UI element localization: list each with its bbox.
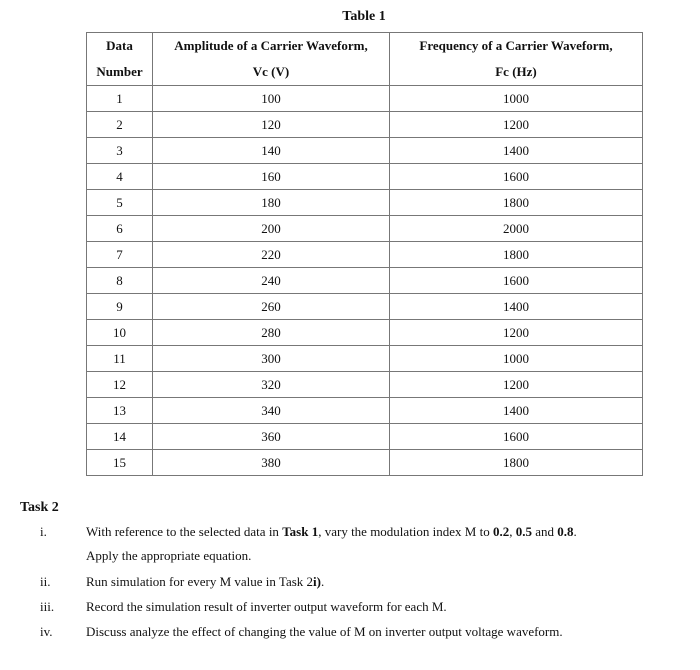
- task-item-number: i.: [40, 524, 47, 539]
- cell-amplitude: 180: [153, 190, 390, 216]
- cell-data-number: 9: [87, 294, 153, 320]
- cell-data-number: 8: [87, 268, 153, 294]
- table-body: [87, 86, 643, 476]
- cell-amplitude: 240: [153, 268, 390, 294]
- table-row: [87, 138, 643, 164]
- cell-amplitude: 340: [153, 398, 390, 424]
- cell-data-number: 13: [87, 398, 153, 424]
- text-span: , vary the modulation index M to: [318, 524, 493, 539]
- table-row: [87, 372, 643, 398]
- cell-frequency: 1200: [390, 112, 643, 138]
- cell-frequency: 1200: [390, 372, 643, 398]
- header-data-number-line2: Number: [87, 59, 153, 86]
- cell-amplitude: 120: [153, 112, 390, 138]
- text-span: With reference to the selected data in: [86, 524, 283, 539]
- task-item: [0, 595, 700, 620]
- task-item-text: [86, 570, 660, 594]
- task-item-number: iii.: [40, 599, 55, 614]
- text-span: ,: [509, 524, 516, 539]
- cell-data-number: 12: [87, 372, 153, 398]
- cell-amplitude: 300: [153, 346, 390, 372]
- cell-frequency: 1000: [390, 86, 643, 112]
- table-row: [87, 216, 643, 242]
- cell-data-number: 2: [87, 112, 153, 138]
- text-span: and: [531, 524, 558, 539]
- cell-amplitude: 160: [153, 164, 390, 190]
- cell-frequency: 1600: [390, 424, 643, 450]
- cell-data-number: 15: [87, 450, 153, 476]
- cell-data-number: 3: [87, 138, 153, 164]
- task-item-text: [86, 520, 660, 568]
- text-span: .: [321, 574, 325, 589]
- table-header: [87, 33, 643, 86]
- task-item-text: Record the simulation result of inverter output waveform for each M.: [86, 599, 447, 614]
- table-row: [87, 294, 643, 320]
- table-row: [87, 164, 643, 190]
- text-span: .: [573, 524, 577, 539]
- bold-text: i): [313, 574, 321, 589]
- task-2-heading: Task 2: [20, 500, 59, 515]
- cell-frequency: 1400: [390, 398, 643, 424]
- task-list: [0, 520, 700, 645]
- cell-data-number: 7: [87, 242, 153, 268]
- table-row: [87, 450, 643, 476]
- task-item-number: iv.: [40, 624, 53, 639]
- cell-amplitude: 280: [153, 320, 390, 346]
- cell-frequency: 2000: [390, 216, 643, 242]
- table-row: [87, 86, 643, 112]
- header-frequency-unit: Fc (Hz): [390, 59, 643, 86]
- cell-data-number: 5: [87, 190, 153, 216]
- cell-amplitude: 100: [153, 86, 390, 112]
- table-row: [87, 112, 643, 138]
- cell-amplitude: 380: [153, 450, 390, 476]
- cell-frequency: 1600: [390, 268, 643, 294]
- task-item-text: Discuss analyze the effect of changing the value of M on inverter output voltage waveform.: [86, 624, 563, 639]
- table-row: [87, 346, 643, 372]
- cell-data-number: 4: [87, 164, 153, 190]
- header-data-number: Data: [87, 33, 153, 60]
- header-amplitude: Amplitude of a Carrier Waveform,: [153, 33, 390, 60]
- cell-data-number: 10: [87, 320, 153, 346]
- cell-data-number: 1: [87, 86, 153, 112]
- table-row: [87, 320, 643, 346]
- task-item: [0, 620, 700, 645]
- header-amplitude-unit: Vc (V): [153, 59, 390, 86]
- table-row: [87, 268, 643, 294]
- header-frequency: Frequency of a Carrier Waveform,: [390, 33, 643, 60]
- cell-data-number: 11: [87, 346, 153, 372]
- cell-data-number: 6: [87, 216, 153, 242]
- cell-frequency: 1400: [390, 294, 643, 320]
- cell-amplitude: 140: [153, 138, 390, 164]
- cell-frequency: 1600: [390, 164, 643, 190]
- table-row: [87, 398, 643, 424]
- m-value: 0.5: [515, 524, 532, 539]
- cell-amplitude: 360: [153, 424, 390, 450]
- cell-amplitude: 200: [153, 216, 390, 242]
- cell-amplitude: 220: [153, 242, 390, 268]
- m-value: 0.2: [492, 524, 510, 539]
- cell-frequency: 1800: [390, 190, 643, 216]
- table-row: [87, 424, 643, 450]
- task-item: [0, 520, 700, 570]
- cell-frequency: 1400: [390, 138, 643, 164]
- task-item: [0, 570, 700, 595]
- cell-frequency: 1000: [390, 346, 643, 372]
- text-span: Apply the appropriate equation.: [86, 548, 252, 563]
- text-span: Run simulation for every M value in Task 2: [86, 574, 314, 589]
- task-item-number: ii.: [40, 574, 51, 589]
- table-title: Table 1: [342, 9, 386, 24]
- cell-frequency: 1200: [390, 320, 643, 346]
- cell-frequency: 1800: [390, 242, 643, 268]
- cell-amplitude: 320: [153, 372, 390, 398]
- cell-frequency: 1800: [390, 450, 643, 476]
- cell-data-number: 14: [87, 424, 153, 450]
- bold-text: Task 1: [282, 524, 319, 539]
- cell-amplitude: 260: [153, 294, 390, 320]
- table-row: [87, 190, 643, 216]
- table-row: [87, 242, 643, 268]
- data-table: [86, 32, 643, 476]
- m-value: 0.8: [557, 524, 574, 539]
